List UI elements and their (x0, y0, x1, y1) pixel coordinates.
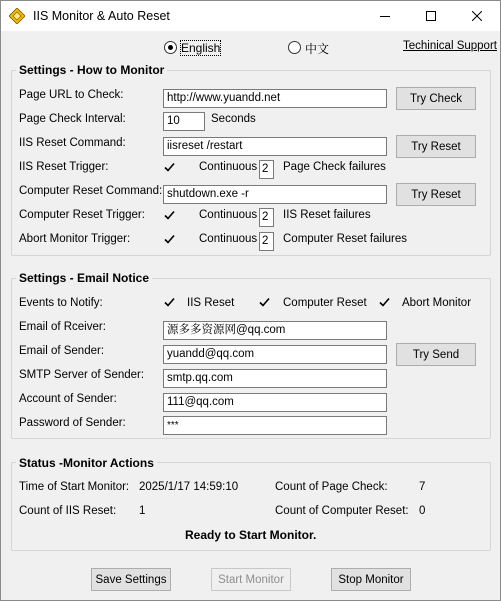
iis-reset-count-label: Count of IIS Reset: (19, 505, 117, 517)
account-input[interactable]: 111@qq.com (163, 393, 387, 412)
minimize-icon (380, 11, 390, 21)
iis-trigger-count-input[interactable]: 2 (259, 160, 274, 179)
page-check-count-label: Count of Page Check: (275, 481, 388, 493)
abort-continuous-label: Continuous (199, 233, 258, 245)
close-button[interactable] (454, 1, 500, 31)
iis-trigger-checkbox[interactable] (163, 161, 176, 174)
sender-input[interactable]: yuandd@qq.com (163, 345, 387, 364)
event-computer-reset-label: Computer Reset (283, 297, 367, 309)
computer-trigger-suffix: IIS Reset failures (283, 209, 371, 221)
interval-label: Page Check Interval: (19, 113, 126, 125)
receiver-label: Email of Rceiver: (19, 321, 106, 333)
abort-trigger-count-input[interactable]: 2 (259, 232, 274, 251)
monitor-settings-title: Settings - How to Monitor (16, 63, 167, 77)
technical-support-link[interactable]: Techinical Support (403, 40, 497, 52)
try-send-button[interactable]: Try Send (396, 343, 476, 366)
try-check-button[interactable]: Try Check (396, 87, 476, 110)
event-iis-reset-checkbox[interactable] (163, 296, 176, 309)
status-message: Ready to Start Monitor. (185, 528, 317, 542)
smtp-label: SMTP Server of Sender: (19, 369, 145, 381)
computer-command-input[interactable]: shutdown.exe -r (163, 185, 387, 204)
abort-trigger-suffix: Computer Reset failures (283, 233, 407, 245)
computer-trigger-checkbox[interactable] (163, 209, 176, 222)
computer-continuous-label: Continuous (199, 209, 258, 221)
event-abort-monitor-label: Abort Monitor (402, 297, 472, 309)
maximize-button[interactable] (408, 1, 454, 31)
account-label: Account of Sender: (19, 393, 117, 405)
start-time-label: Time of Start Monitor: (19, 481, 130, 493)
try-computer-reset-button[interactable]: Try Reset (396, 183, 476, 206)
maximize-icon (426, 11, 436, 21)
try-iis-reset-button[interactable]: Try Reset (396, 135, 476, 158)
event-computer-reset-checkbox[interactable] (258, 296, 271, 309)
events-label: Events to Notify: (19, 297, 103, 309)
iis-continuous-label: Continuous (199, 161, 258, 173)
computer-reset-count-value: 0 (419, 505, 426, 517)
iis-trigger-label: IIS Reset Trigger: (19, 161, 109, 173)
interval-input[interactable]: 10 (163, 112, 205, 131)
interval-unit: Seconds (211, 113, 256, 125)
computer-reset-count-label: Count of Computer Reset: (275, 505, 409, 517)
english-radio[interactable] (164, 41, 177, 54)
computer-trigger-label: Computer Reset Trigger: (19, 209, 145, 221)
status-title: Status -Monitor Actions (16, 456, 157, 470)
window-title: IIS Monitor & Auto Reset (33, 9, 170, 23)
abort-trigger-label: Abort Monitor Trigger: (19, 233, 131, 245)
url-label: Page URL to Check: (19, 89, 124, 101)
chinese-label[interactable]: 中文 (305, 42, 330, 56)
computer-command-label: Computer Reset Command: (19, 185, 163, 197)
minimize-button[interactable] (362, 1, 408, 31)
save-settings-button[interactable]: Save Settings (91, 568, 171, 591)
url-input[interactable]: http://www.yuandd.net (163, 89, 387, 108)
password-label: Password of Sender: (19, 417, 126, 429)
receiver-input[interactable]: 源多多资源网@qq.com (163, 321, 387, 340)
sender-label: Email of Sender: (19, 345, 105, 357)
english-label[interactable]: English (181, 41, 221, 55)
iis-command-input[interactable]: iisreset /restart (163, 137, 387, 156)
app-icon (9, 8, 25, 24)
page-check-count-value: 7 (419, 481, 426, 493)
computer-trigger-count-input[interactable]: 2 (259, 208, 274, 227)
password-input[interactable]: *** (163, 416, 387, 435)
iis-reset-count-value: 1 (139, 505, 146, 517)
stop-monitor-button[interactable]: Stop Monitor (331, 568, 411, 591)
iis-command-label: IIS Reset Command: (19, 137, 126, 149)
start-time-value: 2025/1/17 14:59:10 (139, 481, 239, 493)
abort-trigger-checkbox[interactable] (163, 233, 176, 246)
smtp-input[interactable]: smtp.qq.com (163, 369, 387, 388)
close-icon (472, 11, 482, 21)
event-iis-reset-label: IIS Reset (187, 297, 235, 309)
start-monitor-button[interactable]: Start Monitor (211, 568, 291, 591)
email-settings-title: Settings - Email Notice (16, 271, 152, 285)
iis-trigger-suffix: Page Check failures (283, 161, 386, 173)
chinese-radio[interactable] (288, 41, 301, 54)
event-abort-monitor-checkbox[interactable] (378, 296, 391, 309)
title-bar[interactable] (1, 1, 500, 31)
